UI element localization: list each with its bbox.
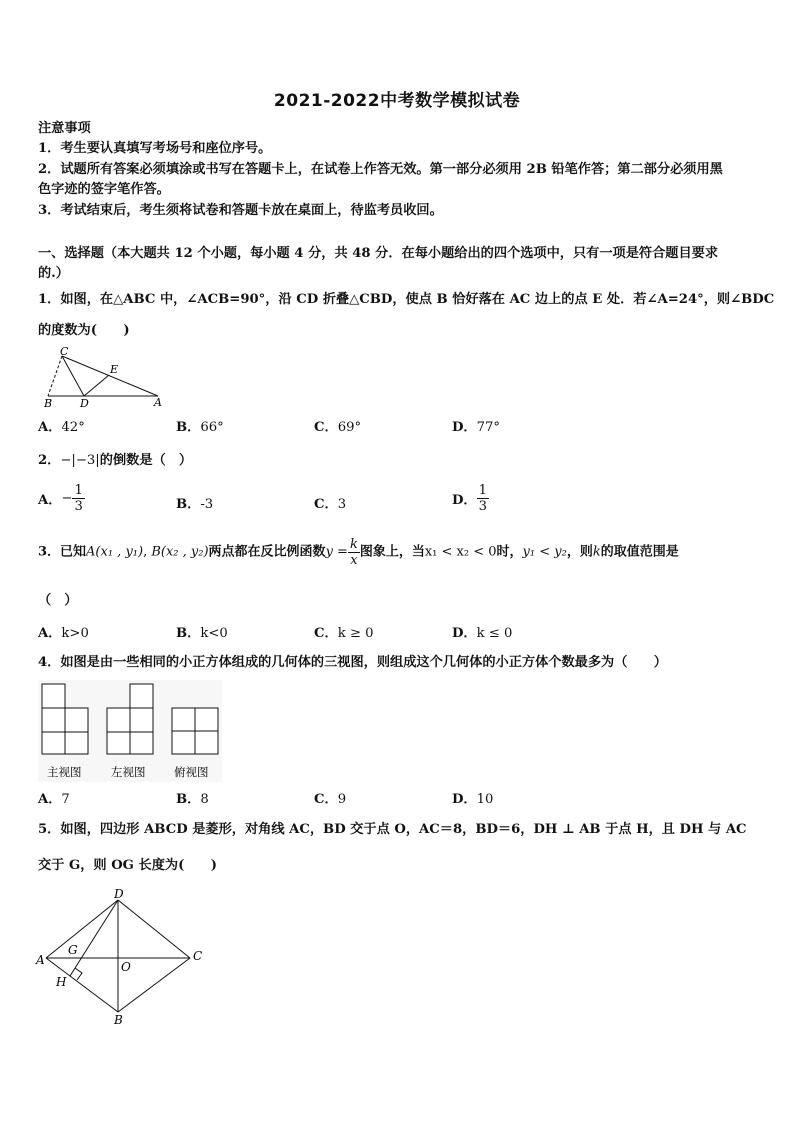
q3-condition-y: y₁ < y₂: [522, 544, 567, 560]
q1-edge-de: [84, 375, 109, 396]
q5-stem-line-2: 交于 G，则 OG 长度为( ): [38, 858, 217, 873]
q2-option-d: D． $\frac{1}{3}$: [452, 483, 488, 514]
q3-option-a: A．k>0: [38, 626, 89, 641]
q1-label-d: D: [80, 397, 89, 410]
q4-three-views-figure: [38, 680, 222, 782]
q3-condition-x: x₁ < x₂ < 0: [424, 544, 497, 560]
q1-option-a: A．42°: [38, 420, 85, 435]
q4-option-d: D．10: [452, 792, 494, 807]
q5-stem-line-1: 5．如图，四边形 ABCD 是菱形，对角线 AC，BD 交于点 O，AC＝8，BD＝6，DH ⊥ AB 于点 H，且 DH 与 AC: [38, 822, 747, 837]
q5-label-o: O: [121, 960, 131, 974]
q1-stem-line-1: 1．如图，在△ABC 中，∠ACB=90°，沿 CD 折叠△CBD，使点 B 恰好落在 AC 边上的点 E 处．若∠A=24°，则∠BDC: [38, 292, 775, 307]
q1-stem-line-2: 的度数为( ): [38, 323, 130, 338]
q1-triangle-figure: [38, 344, 168, 410]
q1-edge-cb: [48, 356, 62, 396]
q2-option-c: C．3: [314, 497, 347, 512]
q4-label-left-view: 左视图: [111, 765, 146, 779]
q1-edge-ca: [62, 356, 158, 396]
q5-label-c: C: [193, 949, 203, 963]
q1-label-c: C: [60, 345, 69, 358]
q2-stem: 2．−|−3|的倒数是（ ）: [38, 453, 193, 468]
q4-top-view: [172, 708, 218, 754]
q5-label-d: D: [114, 888, 124, 901]
q1-label-a: A: [154, 396, 162, 409]
notice-item-1: 1．考生要认真填写考场号和座位序号。: [38, 141, 272, 156]
q1-option-c: C．69°: [314, 420, 362, 435]
q3-point-b: B(x₂ , y₂): [151, 544, 209, 560]
q5-segment-dh: [70, 900, 118, 976]
notice-heading: 注意事项: [38, 121, 91, 136]
q4-option-b: B．8: [176, 792, 209, 807]
q3-option-b: B．k<0: [176, 626, 228, 641]
q3-point-a: A(x₁ , y₁): [86, 544, 144, 560]
q5-label-h: H: [56, 975, 67, 989]
q5-label-g: G: [68, 943, 78, 957]
q1-edge-cd: [62, 356, 84, 396]
q3-option-c: C．k ≥ 0: [314, 626, 374, 641]
q1-option-b: B．66°: [176, 420, 224, 435]
q2-option-a: A．− $\frac{1}{3}$: [38, 483, 83, 514]
q4-option-c: C．9: [314, 792, 347, 807]
q4-stem: 4．如图是由一些相同的小正方体组成的几何体的三视图，则组成这个几何体的小正方体个数最多为（ ）: [38, 655, 667, 670]
q4-label-front-view: 主视图: [47, 765, 82, 779]
q4-label-top-view: 俯视图: [174, 765, 209, 779]
q3-stem-line-2: （ ）: [38, 593, 78, 608]
q5-edge-dc: [118, 900, 190, 958]
q1-label-e: E: [110, 363, 119, 376]
q3-stem: 3．已知A(x₁ , y₁), B(x₂ , y₂)两点都在反比例函数y = $\frac{k}{x}$ 图象上，当x₁ < x₂ < 0时，y₁ < y₂，则k的取值范围是: [38, 537, 679, 568]
page-title: 2021-2022中考数学模拟试卷: [273, 91, 521, 111]
q5-edge-ad: [46, 900, 118, 958]
q5-label-a: A: [36, 953, 45, 967]
q2-option-b: B．-3: [176, 497, 214, 512]
q1-option-d: D．77°: [452, 420, 500, 435]
section-heading-line-1: 一、选择题（本大题共 12 个小题，每小题 4 分，共 48 分．在每小题给出的四个选项中，只有一项是符合题目要求: [38, 246, 719, 261]
notice-item-3: 3．考试结束后，考生须将试卷和答题卡放在桌面上，待监考员收回。: [38, 203, 443, 218]
q3-option-d: D．k ≤ 0: [452, 626, 513, 641]
q5-rhombus-figure: [34, 888, 214, 1028]
q1-label-b: B: [44, 397, 53, 410]
notice-item-2-line-1: 2．试题所有答案必须填涂或书写在答题卡上，在试卷上作答无效。第一部分必须用 2B 铅笔作答；第二部分必须用黑: [38, 162, 723, 177]
q5-label-b: B: [114, 1013, 123, 1027]
section-heading-line-2: 的.）: [38, 266, 69, 281]
notice-item-2-line-2: 色字迹的签字笔作答。: [38, 182, 170, 197]
q4-option-a: A．7: [38, 792, 70, 807]
q2-expression: −|−3|: [60, 453, 100, 468]
q5-right-angle-mark: [75, 968, 82, 980]
